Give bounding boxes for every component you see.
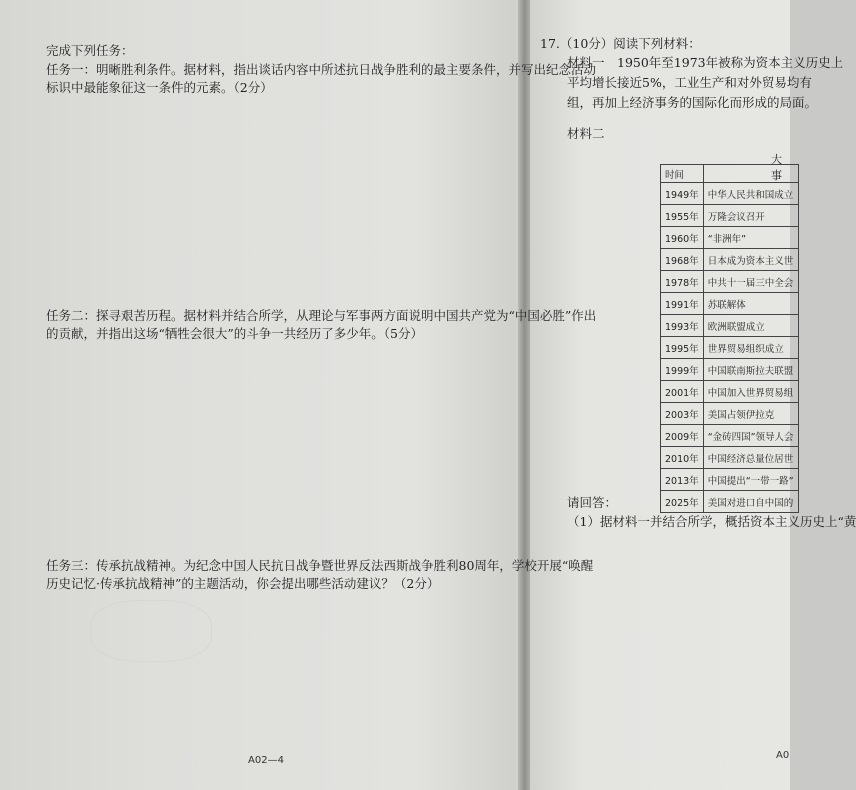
table-cell-year: 1995年 (661, 337, 704, 359)
bleed-through-stamp (90, 600, 212, 662)
table-row (661, 293, 799, 315)
task3-text-line1: 任务三：传承抗战精神。为纪念中国人民抗日战争暨世界反法西斯战争胜利80周年，学校开展“唤醒 (46, 558, 594, 573)
answer-question-1: （1）据材料一并结合所学，概括资本主义历史上“黄 (567, 514, 856, 529)
task1-text-line2: 标识中最能象征这一条件的元素。（2分） (46, 80, 273, 95)
table-cell-event: 中国加入世界贸易组 (703, 381, 798, 403)
table-row (661, 403, 799, 425)
table-cell-year: 2009年 (661, 425, 704, 447)
material1-line1: 材料一 1950年至1973年被称为资本主义历史上 (567, 55, 844, 70)
table-cell-year: 2001年 (661, 381, 704, 403)
table-cell-event: “金砖四国”领导人会 (703, 425, 798, 447)
instruction-heading: 完成下列任务： (46, 43, 134, 58)
table-cell-event: 美国占领伊拉克 (703, 403, 798, 425)
task1-text-line1: 任务一：明晰胜利条件。据材料，指出谈话内容中所述抗日战争胜利的最主要条件，并写出纪念活动 (46, 62, 597, 77)
table-header-time: 时间 (661, 165, 704, 183)
q17-header: 17.（10分）阅读下列材料： (540, 36, 701, 51)
right-page-number: A0 (776, 750, 790, 761)
table-row (661, 271, 799, 293)
table-cell-event: 中国联南斯拉夫联盟 (703, 359, 798, 381)
answer-prompt: 请回答： (567, 495, 618, 510)
table-cell-event: 日本成为资本主义世 (703, 249, 798, 271)
table-cell-year: 1968年 (661, 249, 704, 271)
table-cell-year: 1955年 (661, 205, 704, 227)
table-header-event (703, 165, 798, 183)
task3-text-line2: 历史记忆·传承抗战精神”的主题活动，你会提出哪些活动建议？（2分） (46, 576, 440, 591)
table-cell-event: 欧洲联盟成立 (703, 315, 798, 337)
task2-text-line1: 任务二：探寻艰苦历程。据材料并结合所学，从理论与军事两方面说明中国共产党为“中国必胜”作出 (46, 308, 597, 323)
table-row (661, 359, 799, 381)
table-cell-year: 1999年 (661, 359, 704, 381)
table-cell-event: 中国提出“一带一路” (703, 469, 798, 491)
table-cell-event: 中共十一届三中全会 (703, 271, 798, 293)
table-row (661, 425, 799, 447)
material1-line3: 组，再加上经济事务的国际化而形成的局面。 (567, 95, 818, 110)
table-cell-year: 1978年 (661, 271, 704, 293)
table-row (661, 205, 799, 227)
table-row (661, 381, 799, 403)
table-row (661, 227, 799, 249)
table-title: 大事 (771, 153, 782, 182)
table-cell-year: 1991年 (661, 293, 704, 315)
table-cell-year: 2003年 (661, 403, 704, 425)
table-row (661, 447, 799, 469)
table-row (661, 183, 799, 205)
table-header-row (661, 165, 799, 183)
table-row (661, 469, 799, 491)
table-cell-event: 万隆会议召开 (703, 205, 798, 227)
table-cell-event: 世界贸易组织成立 (703, 337, 798, 359)
table-cell-event: “非洲年” (703, 227, 798, 249)
left-page-number: A02—4 (248, 755, 284, 766)
material2-label: 材料二 (567, 126, 605, 141)
table-cell-year: 1949年 (661, 183, 704, 205)
table-row (661, 337, 799, 359)
table-row (661, 315, 799, 337)
table-cell-event: 中国经济总量位居世 (703, 447, 798, 469)
events-table (660, 164, 799, 513)
table-cell-event: 中华人民共和国成立 (703, 183, 798, 205)
table-cell-year: 2013年 (661, 469, 704, 491)
table-cell-event: 苏联解体 (703, 293, 798, 315)
table-cell-event: 美国对进口自中国的 (703, 491, 798, 513)
task2-text-line2: 的贡献，并指出这场“牺牲会很大”的斗争一共经历了多少年。（5分） (46, 326, 423, 341)
table-cell-year: 2010年 (661, 447, 704, 469)
table-row (661, 249, 799, 271)
table-cell-year: 1993年 (661, 315, 704, 337)
table-cell-year: 1960年 (661, 227, 704, 249)
material1-line2: 平均增长接近5%，工业生产和对外贸易均有 (567, 75, 812, 90)
table-row (661, 491, 799, 513)
table-cell-year: 2025年 (661, 491, 704, 513)
